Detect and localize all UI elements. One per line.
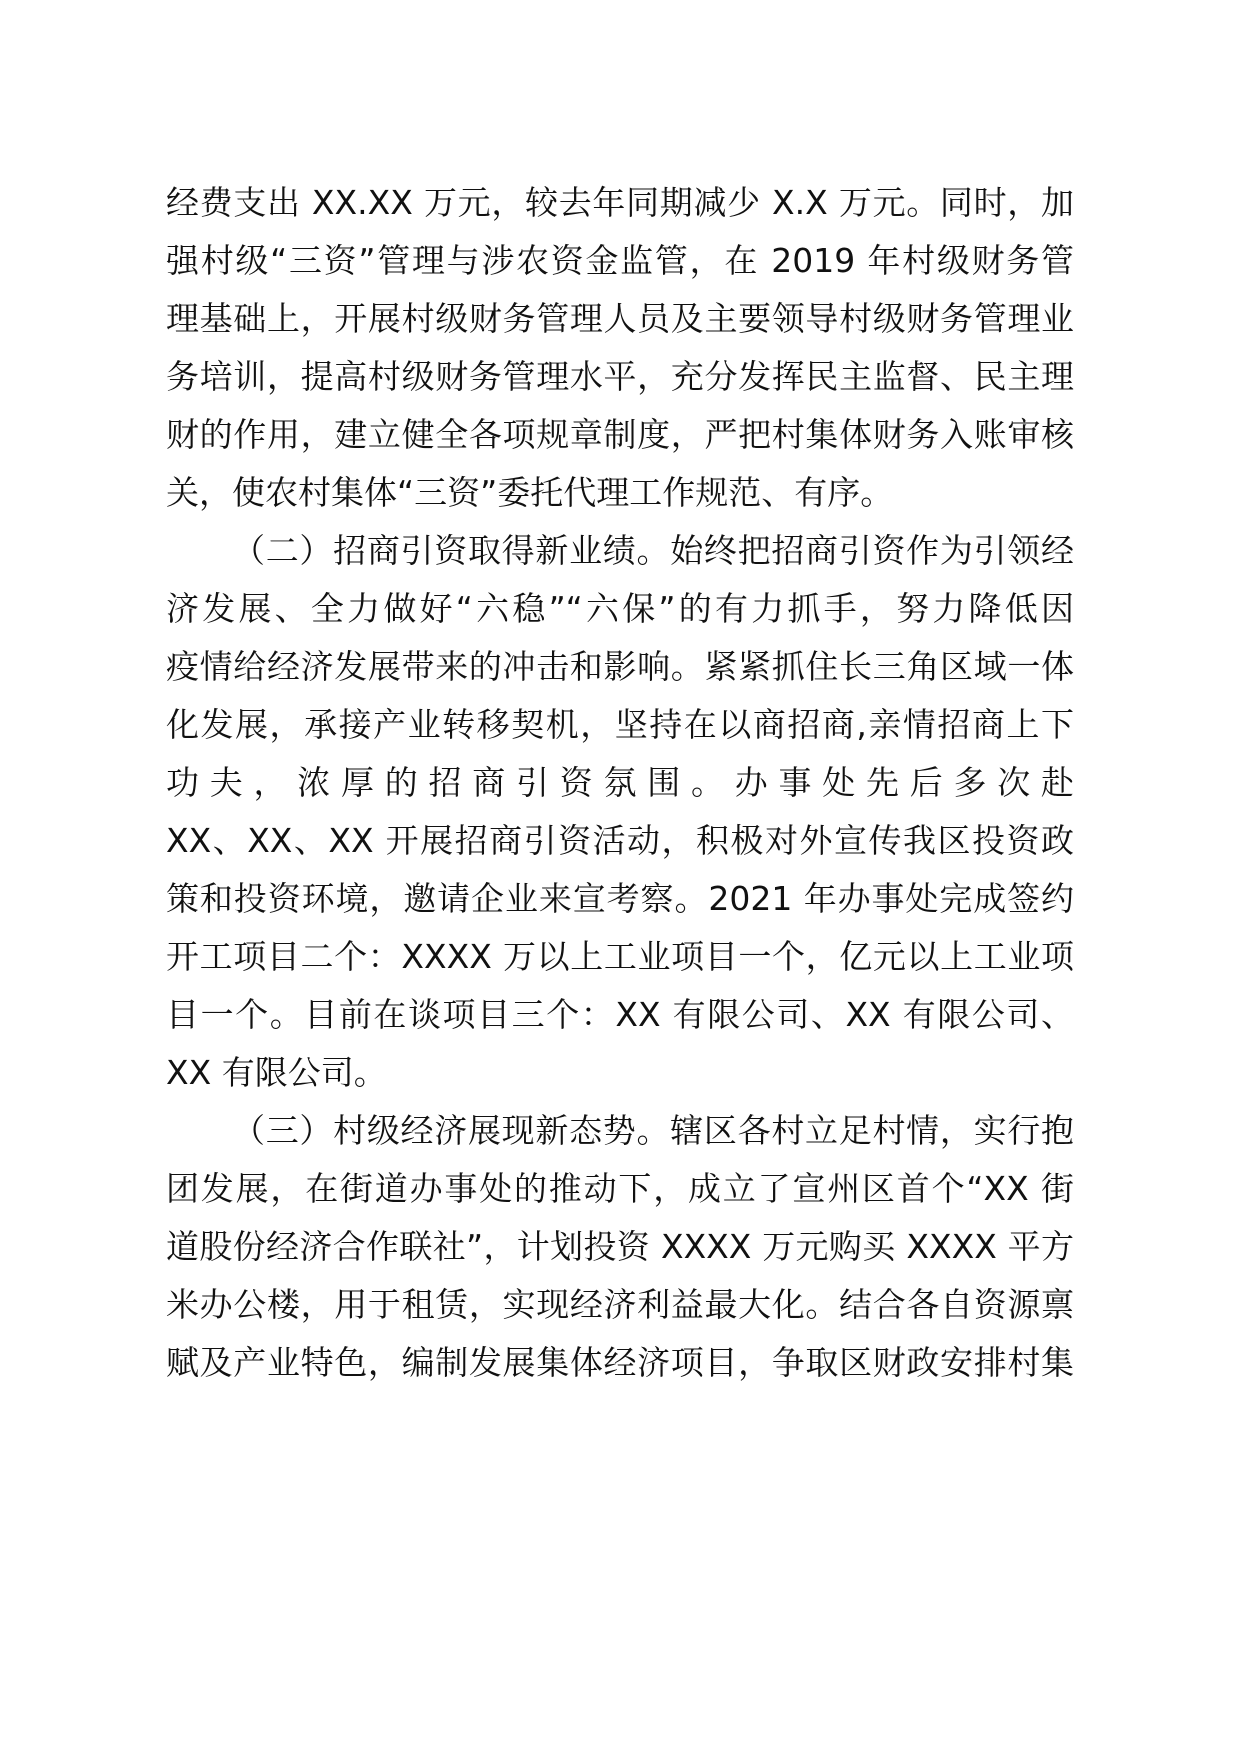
text-line-8: 济发展、全力做好“六稳”“六保”的有力抓手，努力降低因 [166, 589, 1074, 628]
text-line-1: 经费支出 XX.XX 万元，较去年同期减少 X.X 万元。同时，加 [166, 183, 1074, 222]
text-line-16: XX 有限公司。 [166, 1053, 387, 1092]
text-line-6: 关，使农村集体“三资”委托代理工作规范、有序。 [166, 473, 894, 512]
text-line-9: 疫情给经济发展带来的冲击和影响。紧紧抓住长三角区域一体 [166, 647, 1074, 686]
text-line-4: 务培训，提高村级财务管理水平，充分发挥民主监督、民主理 [166, 357, 1074, 396]
text-line-14: 开工项目二个：XXXX 万以上工业项目一个，亿元以上工业项 [166, 937, 1074, 976]
paragraph-3-heading-line: （三）村级经济展现新态势。辖区各村立足村情，实行抱 [232, 1111, 1074, 1150]
text-line-5: 财的作用，建立健全各项规章制度，严把村集体财务入账审核 [166, 415, 1074, 454]
text-line-11: 功夫，浓厚的招商引资氛围。办事处先后多次赴 [166, 763, 1074, 802]
text-line-3: 理基础上，开展村级财务管理人员及主要领导村级财务管理业 [166, 299, 1074, 338]
text-line-15: 目一个。目前在谈项目三个：XX 有限公司、XX 有限公司、 [166, 995, 1074, 1034]
text-line-21: 赋及产业特色，编制发展集体经济项目，争取区财政安排村集 [166, 1343, 1074, 1382]
text-line-10: 化发展，承接产业转移契机，坚持在以商招商,亲情招商上下 [166, 705, 1074, 744]
text-line-20: 米办公楼，用于租赁，实现经济利益最大化。结合各自资源禀 [166, 1285, 1074, 1324]
text-line-12: XX、XX、XX 开展招商引资活动，积极对外宣传我区投资政 [166, 821, 1074, 860]
text-line-19: 道股份经济合作联社”，计划投资 XXXX 万元购买 XXXX 平方 [166, 1227, 1074, 1266]
text-line-2: 强村级“三资”管理与涉农资金监管，在 2019 年村级财务管 [166, 241, 1074, 280]
text-line-18: 团发展，在街道办事处的推动下，成立了宣州区首个“XX 街 [166, 1169, 1074, 1208]
text-line-13: 策和投资环境，邀请企业来宣考察。2021 年办事处完成签约 [166, 879, 1074, 918]
paragraph-2-heading-line: （二）招商引资取得新业绩。始终把招商引资作为引领经 [232, 531, 1074, 570]
